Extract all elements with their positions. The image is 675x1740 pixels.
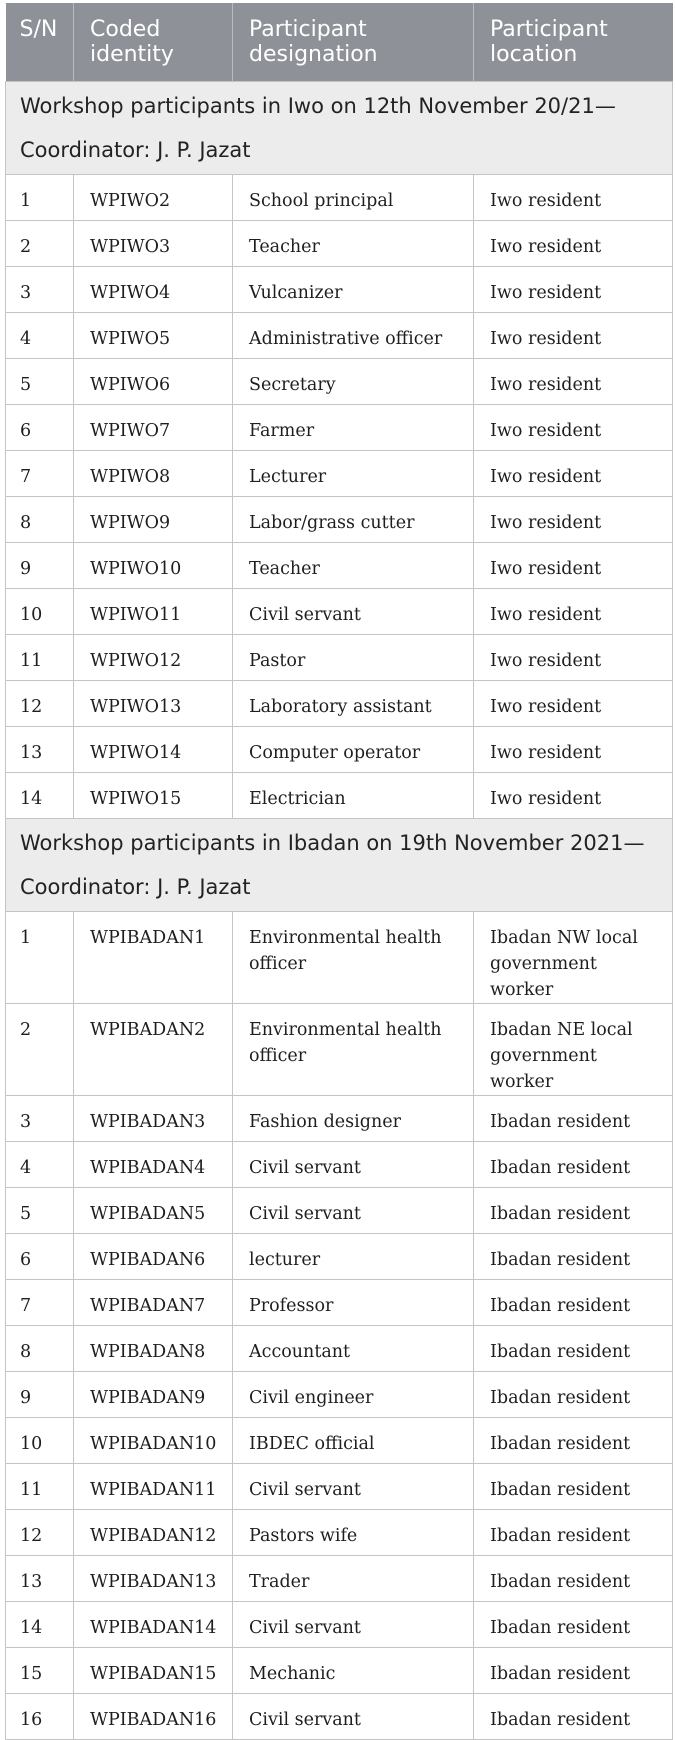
- table-row: [6, 1648, 673, 1694]
- cell-coded-identity: WPIWO14: [74, 727, 233, 773]
- cell-coded-identity: WPIBADAN4: [74, 1142, 233, 1188]
- cell-location: Ibadan resident: [474, 1418, 673, 1464]
- table-row: [6, 681, 673, 727]
- cell-coded-identity: WPIBADAN3: [74, 1096, 233, 1142]
- cell-designation: Environmental health officer: [233, 912, 474, 1004]
- section-header-row: [6, 82, 673, 175]
- cell-coded-identity: WPIBADAN8: [74, 1326, 233, 1372]
- cell-location: Iwo resident: [474, 773, 673, 819]
- cell-coded-identity: WPIWO5: [74, 313, 233, 359]
- table-row: [6, 1464, 673, 1510]
- cell-sn: 8: [6, 497, 74, 543]
- cell-sn: 10: [6, 589, 74, 635]
- cell-sn: 11: [6, 635, 74, 681]
- table-row: [6, 635, 673, 681]
- cell-location: Iwo resident: [474, 451, 673, 497]
- cell-location: Ibadan NE local government worker: [474, 1004, 673, 1096]
- cell-coded-identity: WPIWO12: [74, 635, 233, 681]
- table-row: [6, 221, 673, 267]
- cell-location: Ibadan resident: [474, 1188, 673, 1234]
- cell-designation: Administrative officer: [233, 313, 474, 359]
- header-participant-location: Participant location: [474, 3, 673, 82]
- table-row: [6, 359, 673, 405]
- table-body: [6, 82, 673, 1740]
- cell-sn: 7: [6, 451, 74, 497]
- cell-location: Iwo resident: [474, 359, 673, 405]
- cell-sn: 1: [6, 912, 74, 1004]
- cell-sn: 2: [6, 221, 74, 267]
- cell-location: Ibadan resident: [474, 1326, 673, 1372]
- cell-sn: 7: [6, 1280, 74, 1326]
- cell-coded-identity: WPIBADAN13: [74, 1556, 233, 1602]
- cell-location: Iwo resident: [474, 727, 673, 773]
- cell-coded-identity: WPIBADAN6: [74, 1234, 233, 1280]
- cell-coded-identity: WPIWO15: [74, 773, 233, 819]
- cell-location: Iwo resident: [474, 221, 673, 267]
- cell-designation: Labor/grass cutter: [233, 497, 474, 543]
- table-row: [6, 589, 673, 635]
- table-row: [6, 405, 673, 451]
- cell-sn: 15: [6, 1648, 74, 1694]
- section-coordinator-line: Coordinator: J. P. Jazat: [20, 138, 251, 162]
- table-row: [6, 1602, 673, 1648]
- header-participant-designation: Participant designation: [233, 3, 474, 82]
- cell-sn: 5: [6, 359, 74, 405]
- cell-sn: 9: [6, 1372, 74, 1418]
- table-row: [6, 1326, 673, 1372]
- cell-designation: Vulcanizer: [233, 267, 474, 313]
- cell-location: Iwo resident: [474, 497, 673, 543]
- cell-sn: 5: [6, 1188, 74, 1234]
- table-row: [6, 451, 673, 497]
- cell-coded-identity: WPIWO7: [74, 405, 233, 451]
- cell-coded-identity: WPIWO6: [74, 359, 233, 405]
- cell-designation: Environmental health officer: [233, 1004, 474, 1096]
- cell-coded-identity: WPIWO13: [74, 681, 233, 727]
- participants-table: [5, 3, 673, 1740]
- cell-location: Iwo resident: [474, 543, 673, 589]
- table-row: [6, 727, 673, 773]
- cell-location: Ibadan resident: [474, 1510, 673, 1556]
- table-row: [6, 1510, 673, 1556]
- cell-sn: 6: [6, 405, 74, 451]
- cell-location: Ibadan resident: [474, 1234, 673, 1280]
- cell-coded-identity: WPIBADAN12: [74, 1510, 233, 1556]
- table-row: [6, 543, 673, 589]
- cell-sn: 14: [6, 1602, 74, 1648]
- cell-sn: 16: [6, 1694, 74, 1740]
- cell-designation: Teacher: [233, 221, 474, 267]
- cell-coded-identity: WPIWO9: [74, 497, 233, 543]
- cell-designation: Farmer: [233, 405, 474, 451]
- section-coordinator-line: Coordinator: J. P. Jazat: [20, 875, 251, 899]
- cell-location: Ibadan resident: [474, 1464, 673, 1510]
- cell-designation: Civil servant: [233, 1602, 474, 1648]
- cell-designation: Civil servant: [233, 1694, 474, 1740]
- section-title-line: Workshop participants in Iwo on 12th November 20/21—: [20, 94, 616, 118]
- cell-sn: 4: [6, 1142, 74, 1188]
- cell-sn: 2: [6, 1004, 74, 1096]
- cell-designation: Civil engineer: [233, 1372, 474, 1418]
- cell-designation: School principal: [233, 175, 474, 221]
- cell-sn: 13: [6, 727, 74, 773]
- table-row: [6, 1004, 673, 1096]
- cell-coded-identity: WPIBADAN5: [74, 1188, 233, 1234]
- cell-designation: Computer operator: [233, 727, 474, 773]
- cell-location: Iwo resident: [474, 635, 673, 681]
- table-row: [6, 175, 673, 221]
- table-header: [6, 3, 673, 82]
- cell-coded-identity: WPIBADAN7: [74, 1280, 233, 1326]
- cell-sn: 11: [6, 1464, 74, 1510]
- cell-sn: 8: [6, 1326, 74, 1372]
- cell-location: Ibadan resident: [474, 1372, 673, 1418]
- table-row: [6, 912, 673, 1004]
- cell-designation: Trader: [233, 1556, 474, 1602]
- cell-designation: lecturer: [233, 1234, 474, 1280]
- cell-designation: Civil servant: [233, 1142, 474, 1188]
- cell-coded-identity: WPIWO11: [74, 589, 233, 635]
- cell-coded-identity: WPIWO4: [74, 267, 233, 313]
- cell-location: Iwo resident: [474, 589, 673, 635]
- cell-coded-identity: WPIBADAN16: [74, 1694, 233, 1740]
- cell-coded-identity: WPIWO3: [74, 221, 233, 267]
- header-sn: S/N: [6, 3, 74, 82]
- table-row: [6, 1372, 673, 1418]
- cell-coded-identity: WPIBADAN14: [74, 1602, 233, 1648]
- cell-designation: Pastor: [233, 635, 474, 681]
- cell-sn: 12: [6, 1510, 74, 1556]
- section-title: [6, 82, 673, 175]
- cell-location: Iwo resident: [474, 405, 673, 451]
- cell-sn: 3: [6, 1096, 74, 1142]
- header-row: [6, 3, 673, 82]
- cell-location: Iwo resident: [474, 313, 673, 359]
- cell-designation: Teacher: [233, 543, 474, 589]
- cell-location: Iwo resident: [474, 267, 673, 313]
- cell-designation: Civil servant: [233, 1188, 474, 1234]
- cell-designation: Accountant: [233, 1326, 474, 1372]
- cell-designation: Mechanic: [233, 1648, 474, 1694]
- cell-location: Ibadan resident: [474, 1556, 673, 1602]
- cell-location: Ibadan resident: [474, 1694, 673, 1740]
- section-title: [6, 819, 673, 912]
- cell-location: Ibadan NW local government worker: [474, 912, 673, 1004]
- cell-sn: 6: [6, 1234, 74, 1280]
- cell-coded-identity: WPIWO2: [74, 175, 233, 221]
- table-row: [6, 1556, 673, 1602]
- cell-location: Iwo resident: [474, 681, 673, 727]
- table-row: [6, 1694, 673, 1740]
- cell-sn: 1: [6, 175, 74, 221]
- cell-designation: Professor: [233, 1280, 474, 1326]
- table-row: [6, 1234, 673, 1280]
- cell-location: Ibadan resident: [474, 1648, 673, 1694]
- cell-location: Ibadan resident: [474, 1602, 673, 1648]
- cell-coded-identity: WPIBADAN2: [74, 1004, 233, 1096]
- table-row: [6, 313, 673, 359]
- cell-location: Ibadan resident: [474, 1142, 673, 1188]
- cell-designation: Civil servant: [233, 1464, 474, 1510]
- cell-designation: Laboratory assistant: [233, 681, 474, 727]
- cell-sn: 14: [6, 773, 74, 819]
- table-row: [6, 1142, 673, 1188]
- cell-designation: Electrician: [233, 773, 474, 819]
- table-row: [6, 1418, 673, 1464]
- cell-sn: 3: [6, 267, 74, 313]
- cell-sn: 9: [6, 543, 74, 589]
- cell-designation: Secretary: [233, 359, 474, 405]
- cell-sn: 4: [6, 313, 74, 359]
- cell-coded-identity: WPIBADAN11: [74, 1464, 233, 1510]
- table-row: [6, 1188, 673, 1234]
- cell-location: Iwo resident: [474, 175, 673, 221]
- cell-location: Ibadan resident: [474, 1280, 673, 1326]
- cell-sn: 12: [6, 681, 74, 727]
- table-row: [6, 497, 673, 543]
- cell-sn: 10: [6, 1418, 74, 1464]
- cell-designation: Lecturer: [233, 451, 474, 497]
- table-row: [6, 1096, 673, 1142]
- section-title-line: Workshop participants in Ibadan on 19th November 2021—: [20, 831, 645, 855]
- cell-designation: Civil servant: [233, 589, 474, 635]
- cell-designation: IBDEC official: [233, 1418, 474, 1464]
- table-row: [6, 267, 673, 313]
- cell-coded-identity: WPIBADAN1: [74, 912, 233, 1004]
- table-row: [6, 1280, 673, 1326]
- cell-coded-identity: WPIBADAN15: [74, 1648, 233, 1694]
- cell-sn: 13: [6, 1556, 74, 1602]
- section-header-row: [6, 819, 673, 912]
- cell-coded-identity: WPIWO10: [74, 543, 233, 589]
- cell-coded-identity: WPIBADAN9: [74, 1372, 233, 1418]
- header-coded-identity: Coded identity: [74, 3, 233, 82]
- cell-location: Ibadan resident: [474, 1096, 673, 1142]
- table-row: [6, 773, 673, 819]
- cell-designation: Fashion designer: [233, 1096, 474, 1142]
- cell-coded-identity: WPIBADAN10: [74, 1418, 233, 1464]
- cell-coded-identity: WPIWO8: [74, 451, 233, 497]
- cell-designation: Pastors wife: [233, 1510, 474, 1556]
